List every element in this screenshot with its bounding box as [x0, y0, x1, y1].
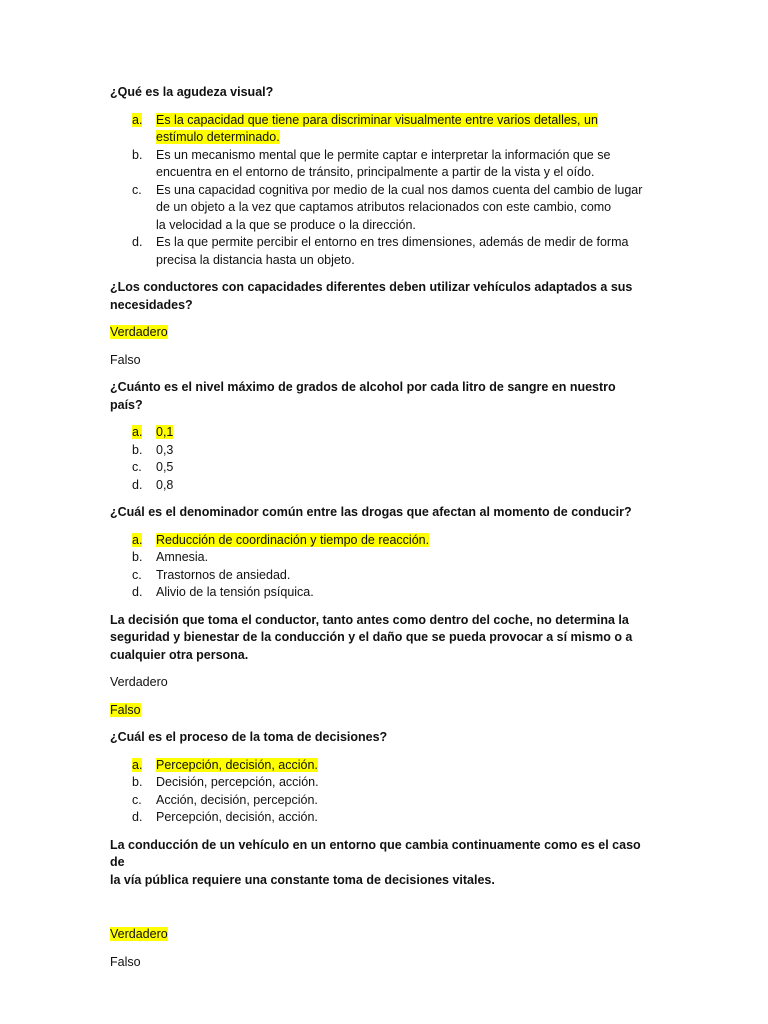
option-text: [156, 112, 650, 147]
option-text: 0,3: [156, 442, 174, 457]
option-line: de un objeto a la vez que captamos atributos relacionados con este cambio, como: [156, 200, 612, 214]
option-b: [110, 147, 650, 182]
option-line: Es un mecanismo mental que le permite captar e interpretar la información que se: [156, 147, 611, 162]
question-line: ¿Los conductores con capacidades diferentes deben utilizar vehículos adaptados a sus: [110, 280, 633, 294]
quiz-content: [110, 84, 650, 971]
option-b: [110, 774, 650, 792]
option-text: 0,1: [156, 425, 174, 439]
option-letter: a.: [132, 112, 143, 127]
question-line: cualquier otra persona.: [110, 647, 249, 662]
answer-falso: Falso: [110, 352, 141, 367]
option-text: [156, 147, 650, 182]
option-letter: b.: [132, 550, 143, 564]
question-decision-conductor: [110, 612, 650, 665]
question-nivel-alcohol: ¿Cuánto es el nivel máximo de grados de alcohol por cada litro de sangre en nuestro país?: [110, 380, 616, 412]
option-line: Es la que permite percibir el entorno en tres dimensiones, además de medir de forma: [156, 235, 629, 249]
option-line: precisa la distancia hasta un objeto.: [156, 252, 355, 267]
option-line: encuentra en el entorno de tránsito, principalmente a partir de la vista y el oído.: [156, 165, 595, 179]
option-letter: a.: [132, 532, 143, 547]
answer-verdadero: Verdadero: [110, 927, 168, 941]
question-line: La decisión que toma el conductor, tanto antes como dentro del coche, no determina la: [110, 612, 629, 627]
option-text: Acción, decisión, percepción.: [156, 792, 318, 807]
option-a: [110, 532, 650, 550]
option-d: [110, 809, 650, 827]
option-a: [110, 112, 650, 147]
question-agudeza-visual: ¿Qué es la agudeza visual?: [110, 85, 274, 99]
question-line: necesidades?: [110, 297, 193, 312]
option-letter: d.: [132, 585, 143, 599]
option-letter: a.: [132, 757, 143, 772]
option-text: 0,8: [156, 477, 174, 492]
option-letter: c.: [132, 567, 142, 582]
option-text: [156, 182, 650, 235]
option-line: Es una capacidad cognitiva por medio de la cual nos damos cuenta del cambio de lugar: [156, 182, 643, 197]
option-text: [156, 234, 650, 269]
option-letter: c.: [132, 182, 142, 197]
question-line: la vía pública requiere una constante toma de decisiones vitales.: [110, 872, 495, 887]
option-c: [110, 567, 650, 585]
option-c: [110, 792, 650, 810]
option-line: la velocidad a la que se produce o la dirección.: [156, 217, 416, 232]
question-toma-decisiones: ¿Cuál es el proceso de la toma de decisiones?: [110, 730, 388, 744]
option-text: Percepción, decisión, acción.: [156, 757, 318, 772]
option-line: Es la capacidad que tiene para discriminar visualmente entre varios detalles, un: [156, 112, 598, 127]
option-letter: c.: [132, 460, 142, 474]
option-text: Alivio de la tensión psíquica.: [156, 585, 314, 599]
option-c: [110, 459, 650, 477]
question-line: seguridad y bienestar de la conducción y el daño que se pueda provocar a sí mismo o a: [110, 630, 633, 644]
option-text: Percepción, decisión, acción.: [156, 810, 318, 824]
option-a: [110, 757, 650, 775]
option-letter: b.: [132, 147, 143, 162]
option-line: estímulo determinado.: [156, 130, 280, 144]
question-line: La conducción de un vehículo en un entorno que cambia continuamente como es el caso de: [110, 837, 641, 869]
option-letter: d.: [132, 477, 143, 492]
option-d: [110, 234, 650, 269]
question-drogas: ¿Cuál es el denominador común entre las drogas que afectan al momento de conducir?: [110, 505, 632, 519]
option-text: 0,5: [156, 460, 174, 474]
answer-verdadero: Verdadero: [110, 325, 168, 339]
answer-verdadero: Verdadero: [110, 675, 168, 689]
option-b: [110, 442, 650, 460]
question-vehiculos-adaptados: [110, 279, 650, 314]
option-text: Reducción de coordinación y tiempo de reacción.: [156, 532, 430, 547]
option-text: Amnesia.: [156, 550, 209, 564]
option-d: [110, 477, 650, 495]
option-a: [110, 424, 650, 442]
option-letter: a.: [132, 425, 143, 439]
question-via-publica: [110, 837, 650, 890]
option-d: [110, 584, 650, 602]
option-text: Trastornos de ansiedad.: [156, 567, 291, 582]
option-b: [110, 549, 650, 567]
option-letter: d.: [132, 235, 143, 249]
option-letter: b.: [132, 442, 143, 457]
answer-falso: Falso: [110, 954, 141, 969]
option-text: Decisión, percepción, acción.: [156, 775, 319, 789]
answer-falso: Falso: [110, 702, 141, 717]
option-letter: b.: [132, 775, 143, 789]
option-letter: c.: [132, 792, 142, 807]
option-c: [110, 182, 650, 235]
option-letter: d.: [132, 810, 143, 824]
